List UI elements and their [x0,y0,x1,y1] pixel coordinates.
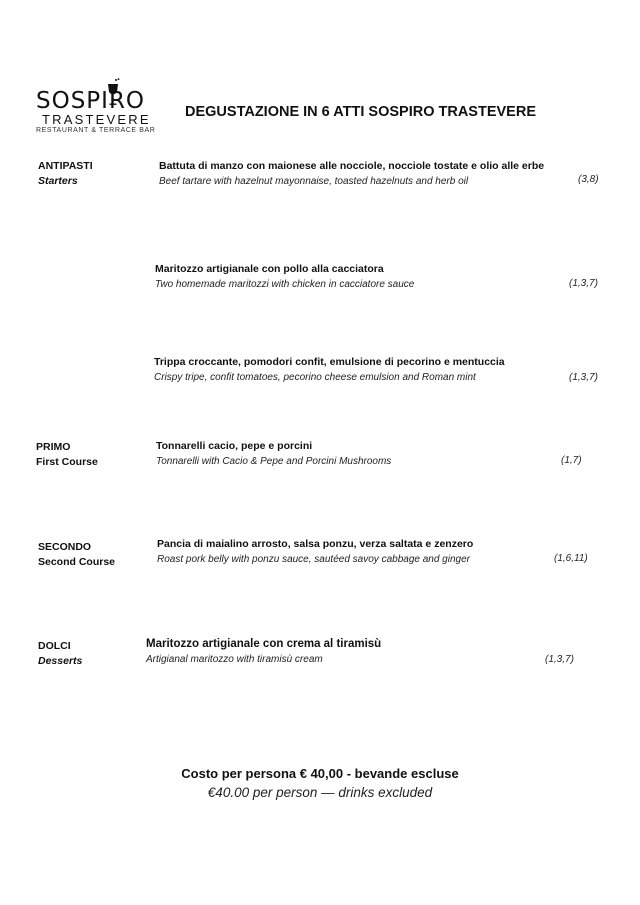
allergen-codes: (1,3,7) [569,372,598,383]
dish-item [159,160,544,187]
dish-item [154,356,505,383]
dish-item [146,638,381,665]
allergen-codes: (1,3,7) [569,278,598,289]
dish-name-en: Crispy tripe, confit tomatoes, pecorino cheese emulsion and Roman mint [154,372,476,383]
dish-name-it: Tonnarelli cacio, pepe e porcini [156,440,313,452]
allergen-codes: (1,6,11) [554,553,588,564]
section-label-it: ANTIPASTI [38,160,93,172]
section-dolci [38,640,82,667]
dish-name-it: Battuta di manzo con maionese alle nocciole, nocciole tostate e olio alle erbe [159,160,545,172]
dish-name-it: Maritozzo artigianale con crema al tiramisù [146,638,382,650]
section-antipasti [38,160,93,187]
logo-location: TRASTEVERE [42,112,151,127]
menu-title: DEGUSTAZIONE IN 6 ATTI SOSPIRO TRASTEVERE [185,104,536,120]
dish-name-en: Beef tartare with hazelnut mayonnaise, toasted hazelnuts and herb oil [159,176,469,187]
allergen-codes: (1,3,7) [545,654,574,665]
dish-name-en: Artigianal maritozzo with tiramisù cream [146,654,323,665]
section-label-en: Second Course [38,556,116,568]
dish-item [157,538,473,565]
dish-name-it: Maritozzo artigianale con pollo alla cacciatora [155,263,384,275]
price-line-it: Costo per persona € 40,00 - bevande escluse [181,766,459,781]
section-label-en: First Course [36,456,98,468]
dish-item [156,440,391,467]
dish-name-it: Pancia di maialino arrosto, salsa ponzu, verza saltata e zenzero [157,538,474,550]
restaurant-logo [36,78,156,138]
section-secondo [38,541,115,568]
section-label-en: Desserts [38,655,83,667]
section-label-en: Starters [38,175,78,187]
section-primo [36,441,98,468]
logo-wordmark: SOSPIRO [36,88,146,114]
section-label-it: DOLCI [38,640,71,652]
dish-name-en: Roast pork belly with ponzu sauce, sautéed savoy cabbage and ginger [157,554,470,565]
dish-name-en: Two homemade maritozzi with chicken in cacciatore sauce [155,279,415,290]
section-label-it: SECONDO [38,541,92,553]
section-label-it: PRIMO [36,441,71,453]
dish-name-it: Trippa croccante, pomodori confit, emulsione di pecorino e mentuccia [154,356,505,368]
logo-tagline: RESTAURANT & TERRACE BAR [36,127,156,134]
dish-name-en: Tonnarelli with Cacio & Pepe and Porcini Mushrooms [156,456,392,467]
allergen-codes: (1,7) [561,455,582,466]
price-line-en: €40.00 per person — drinks excluded [207,785,433,800]
dish-item [155,263,414,290]
allergen-codes: (3,8) [578,174,599,185]
